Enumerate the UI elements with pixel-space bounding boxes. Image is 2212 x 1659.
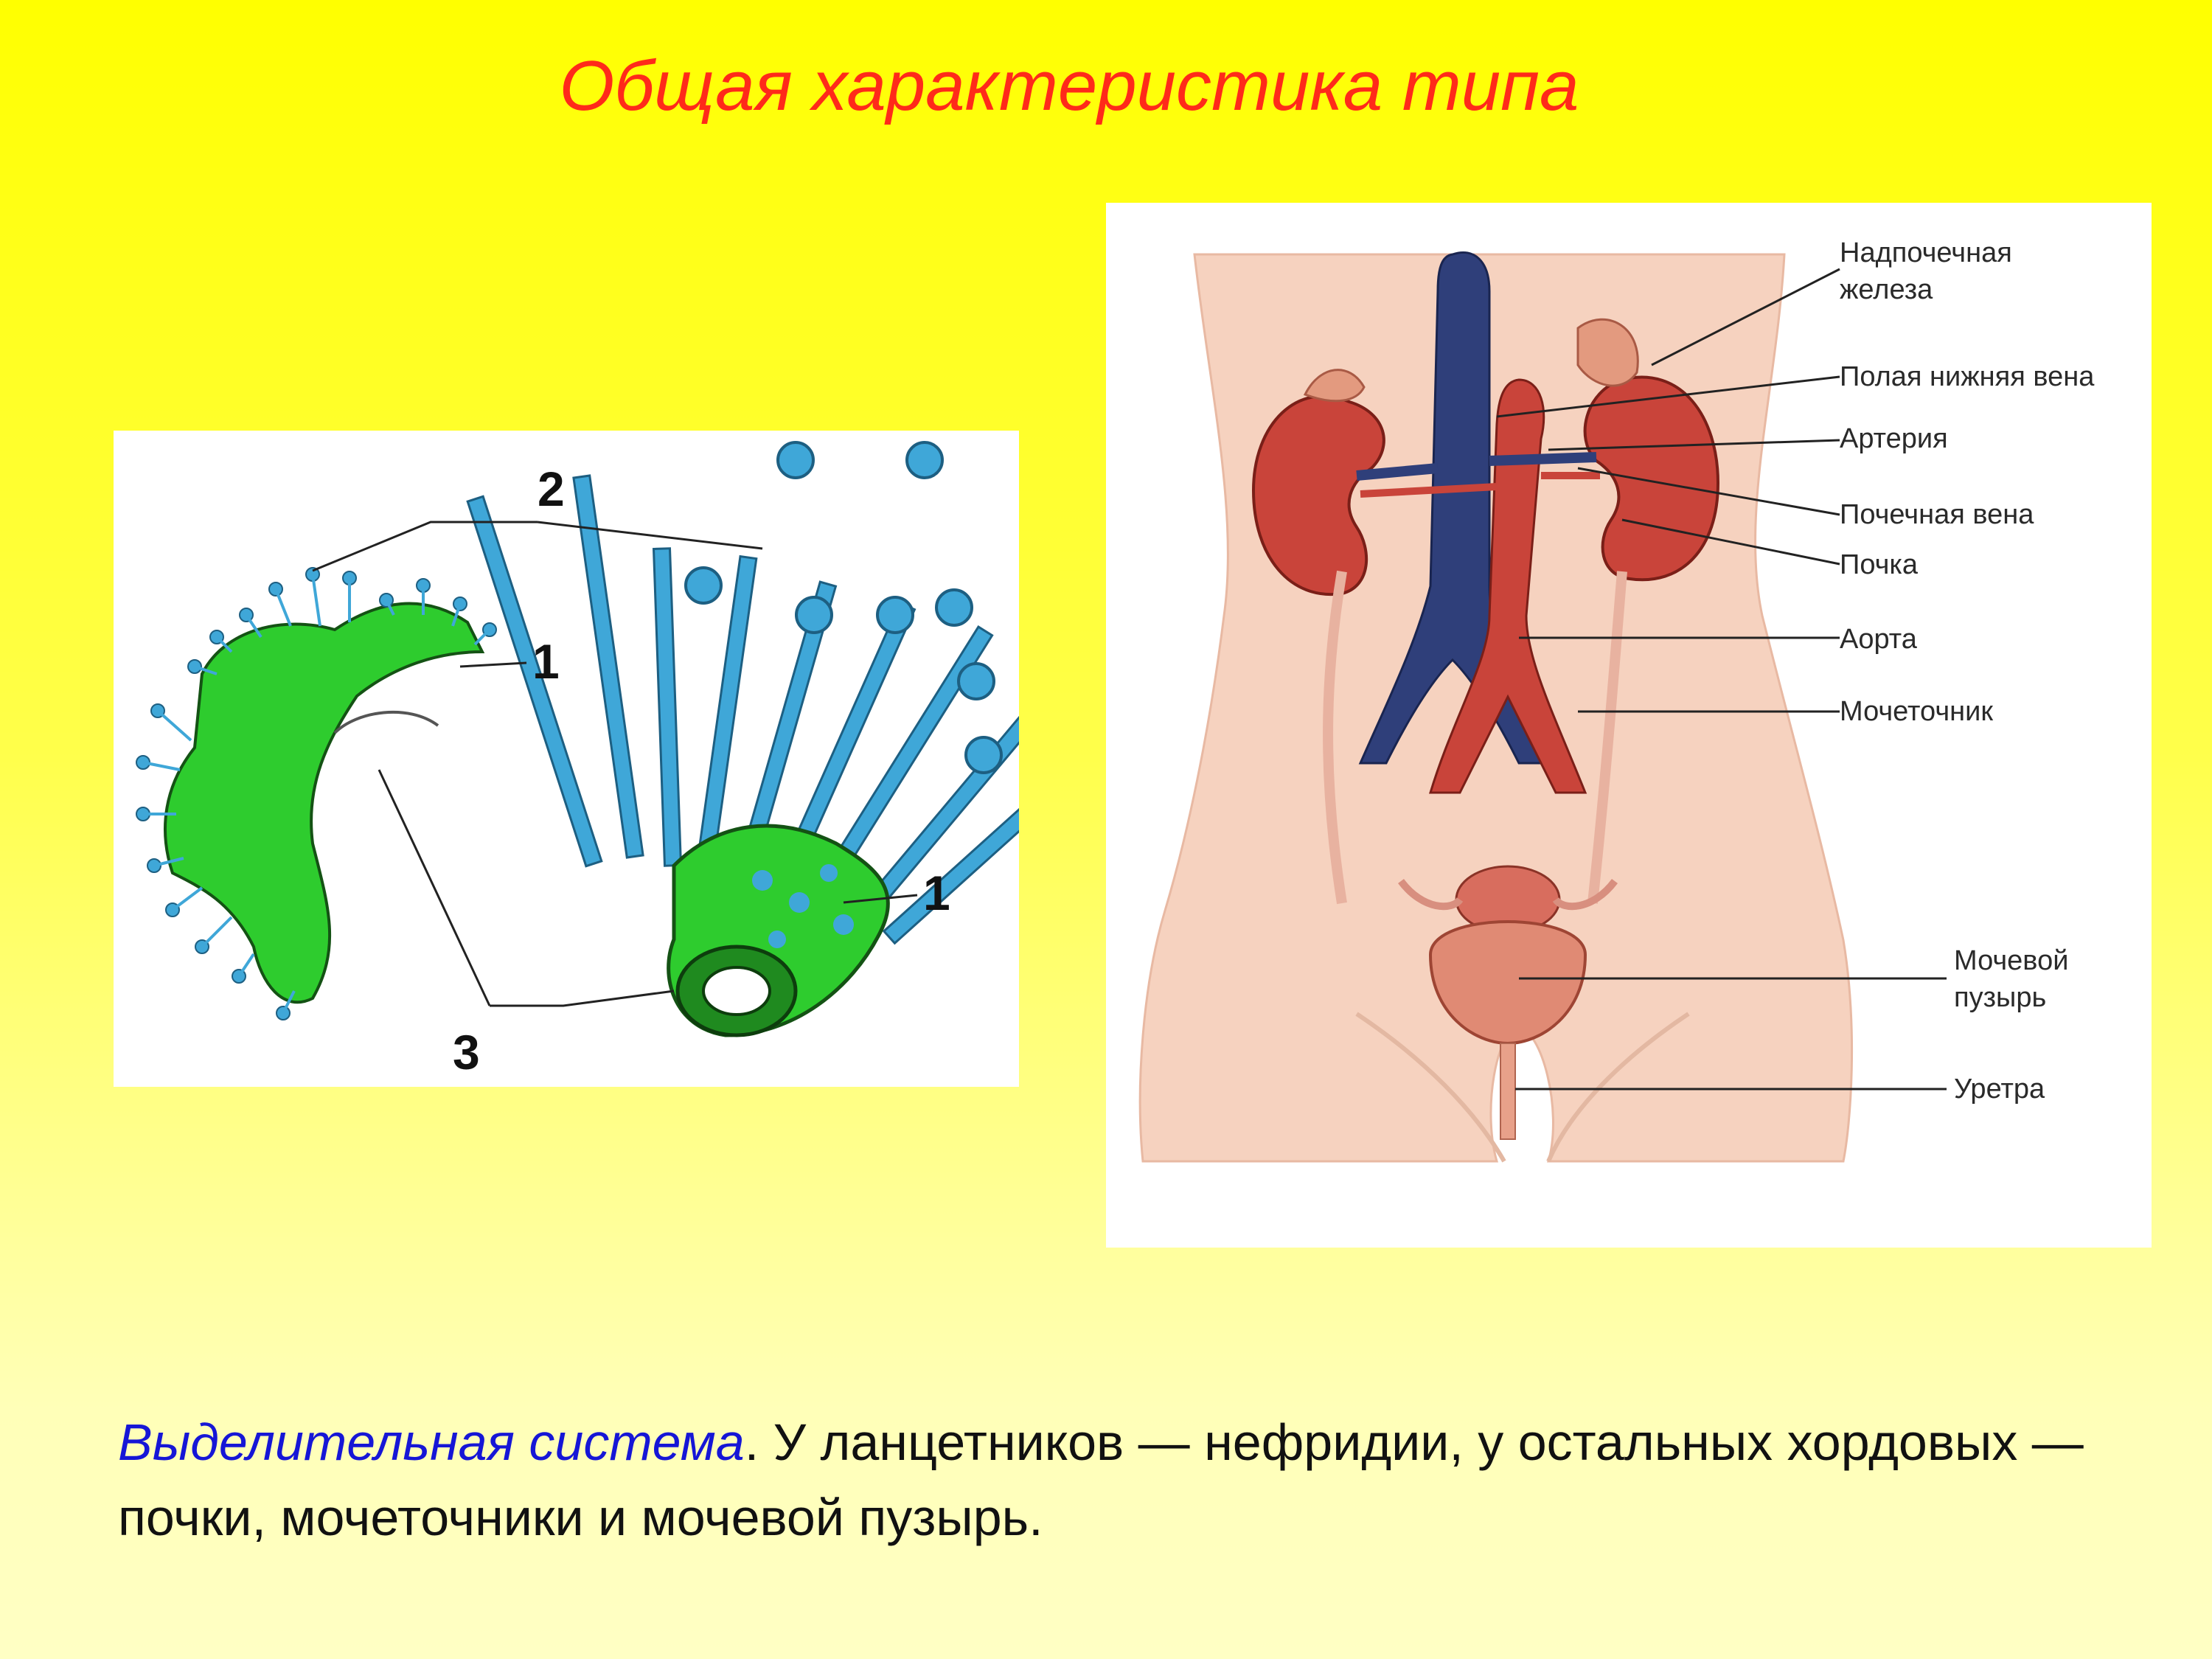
caption-text: . У ланцетников — нефридии, у остальных хордовых — почки, мочеточники и мочевой пузырь. [118, 1413, 2084, 1546]
label-adrenal-1: Надпочечная [1840, 237, 2012, 268]
nephridium-right [467, 442, 1019, 1035]
label-kidney: Почка [1840, 549, 1919, 580]
label-vena-cava: Полая нижняя вена [1840, 361, 2095, 392]
label-2: 2 [538, 462, 565, 516]
urethra-shape [1500, 1043, 1515, 1139]
label-renal-vein: Почечная вена [1840, 499, 2034, 530]
label-adrenal-2: железа [1840, 274, 1933, 305]
label-1-left: 1 [532, 634, 560, 689]
label-ureter: Мочеточник [1840, 696, 1993, 727]
caption-term: Выделительная система [118, 1413, 745, 1471]
label-1-right: 1 [923, 866, 950, 920]
label-bladder-1: Мочевой [1954, 945, 2069, 976]
label-urethra: Уретра [1954, 1074, 2045, 1105]
label-3: 3 [453, 1025, 480, 1079]
caption [118, 1405, 2153, 1555]
label-aorta: Аорта [1840, 624, 1917, 655]
urinary-system-drawing [1106, 203, 2152, 1248]
nephridium-drawing [114, 431, 1019, 1087]
nephridium-left [136, 568, 496, 1020]
urinary-labels [1840, 237, 2095, 1105]
nephridium-figure [114, 431, 1019, 1087]
slide-title: Общая характеристика типа [559, 46, 1579, 125]
label-artery: Артерия [1840, 423, 1948, 454]
urinary-system-figure [1106, 203, 2152, 1248]
label-bladder-2: пузырь [1954, 982, 2047, 1013]
